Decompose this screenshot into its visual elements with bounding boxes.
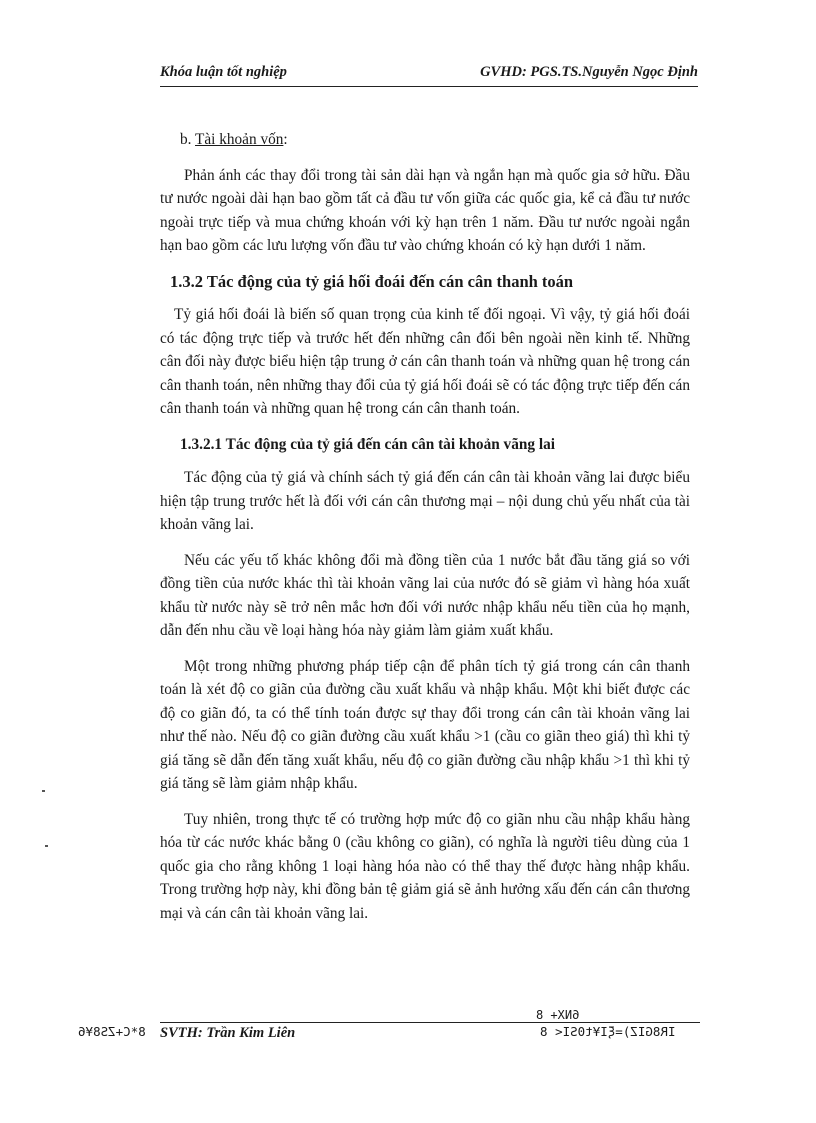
subsection-b-suffix: : <box>283 131 288 148</box>
scan-speck <box>42 790 45 792</box>
page-body <box>160 128 690 925</box>
paragraph-1321-1: Tác động của tỷ giá và chính sách tỷ giá đến cán cân tài khoản vãng lai được biểu hiện tập trung trước hết là đối với cán cân thương mại – nội dung chủ yếu nhất của tài khoản vãng lai. <box>160 469 690 533</box>
heading-1-3-2: 1.3.2 Tác động của tỷ giá hối đoái đến cán cân thanh toán <box>170 271 574 291</box>
footer-mirrored-note: 6NX+ 8 <box>536 1008 580 1022</box>
header-advisor: GVHD: PGS.TS.Nguyễn Ngọc Định <box>480 64 698 80</box>
footer-mirrored-right: IR8GIZ)=ξI¥t0SI< 8 <box>540 1024 676 1039</box>
header-thesis-label: Khóa luận tốt nghiệp <box>160 64 287 80</box>
paragraph-exchange-rate-impact: Tỷ giá hối đoái là biến số quan trọng của kinh tế đối ngoại. Vì vậy, tỷ giá hối đoái có tác động trực tiếp và trước hết đến những cân đối bên ngoài nền kinh tế. Những cân đối này được biểu hiện tập trung ở cán cân thanh toán và những quan hệ trong cán cân thanh toán, nên những thay đổi của tỷ giá hối đoái sẽ có tác động trực tiếp đến cán cân thanh toán và những quan hệ trong cán cân thanh toán. <box>160 306 690 417</box>
subsection-b-underlined: Tài khoản vốn <box>195 131 284 148</box>
footer-mirrored-left: 8*C+ZS8¥6 <box>78 1024 146 1039</box>
footer-author: SVTH: Trần Kim Liên <box>160 1025 296 1041</box>
paragraph-capital-account: Phản ánh các thay đổi trong tài sản dài hạn và ngắn hạn mà quốc gia sở hữu. Đầu tư nước ngoài dài hạn bao gồm tất cả đầu tư vốn giữa các quốc gia, kể cả đầu tư nước ngoài trực tiếp và mua chứng khoán với kỳ hạn trên 1 năm. Đầu tư nước ngoài ngắn hạn bao gồm các lưu lượng vốn đầu tư vào chứng khoán có kỳ hạn dưới 1 năm. <box>160 166 690 254</box>
subsection-b-title <box>180 128 690 152</box>
page-header <box>160 64 698 87</box>
heading-1-3-2-1: 1.3.2.1 Tác động của tỷ giá đến cán cân tài khoản vãng lai <box>180 435 555 453</box>
paragraph-1321-4: Tuy nhiên, trong thực tế có trường hợp mức độ co giãn nhu cầu nhập khẩu hàng hóa từ các nước khác bằng 0 (cầu không co giãn), có nghĩa là người tiêu dùng của 1 quốc gia cho rằng không 1 loại hàng hóa nào có thể thay thế được hàng nhập khẩu. Trong trường hợp này, khi đồng bản tệ giảm giá sẽ ảnh hưởng xấu đến cán cân thương mại và cán cân tài khoản vãng lai. <box>160 810 690 922</box>
subsection-b-prefix: b. <box>180 131 196 148</box>
paragraph-1321-3: Một trong những phương pháp tiếp cận để phân tích tỷ giá trong cán cân thanh toán là xét độ co giãn của đường cầu xuất khẩu và nhập khẩu. Một khi biết được các độ co giãn đó, ta có thể tính toán được sự thay đổi trong cán cân tài khoản vãng lai như thế nào. Nếu độ co giãn đường cầu xuất khẩu >1 (cầu co giãn theo giá) thì khi tỷ giá tăng sẽ dẫn đến tăng xuất khẩu, nếu độ co giãn đường cầu nhập khẩu >1 thì khi tỷ giá tăng sẽ làm giảm nhập khẩu. <box>160 657 690 792</box>
scan-speck <box>45 845 48 847</box>
paragraph-1321-2: Nếu các yếu tố khác không đổi mà đồng tiền của 1 nước bắt đầu tăng giá so với đồng tiền của nước khác thì tài khoản vãng lai của nước đó sẽ giảm vì hàng hóa xuất khẩu từ nước này sẽ trở nên mắc hơn đối với nước nhập khẩu nếu tiền của họ mạnh, dẫn đến nhu cầu về loại hàng hóa này giảm làm giảm xuất khẩu. <box>160 551 690 639</box>
